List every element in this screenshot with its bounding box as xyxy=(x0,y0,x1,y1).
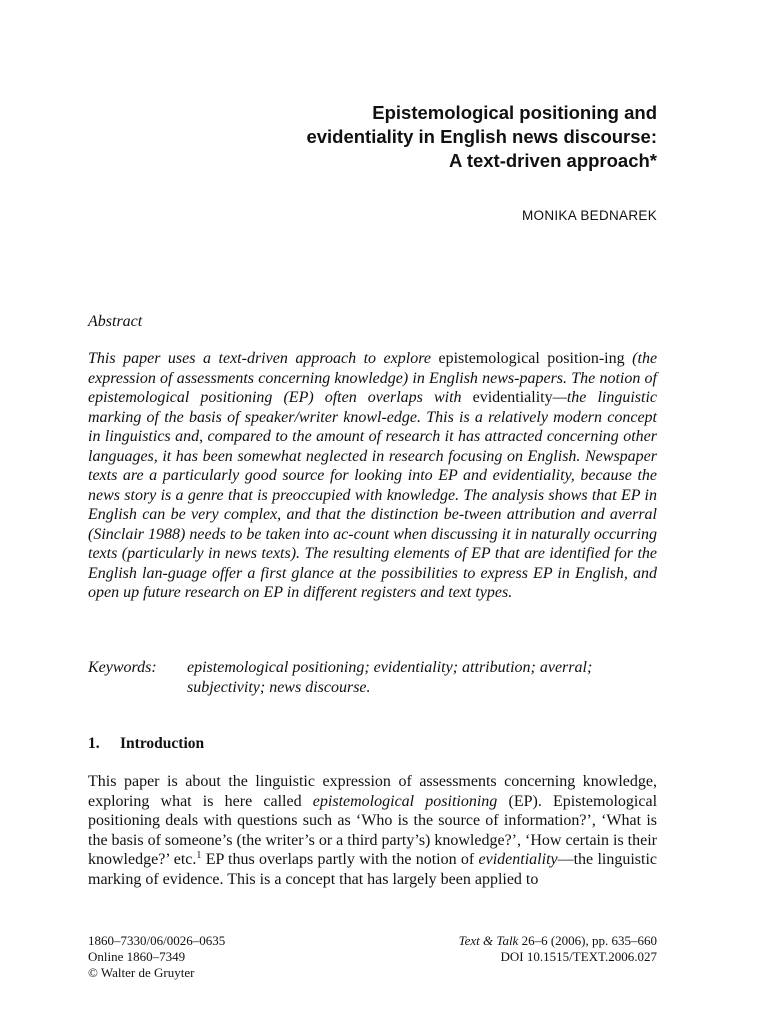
doi[interactable]: DOI 10.1515/TEXT.2006.027 xyxy=(500,949,657,964)
intro-text-4: —the linguistic marking of evidence. This is a concept that has largely been applied to xyxy=(88,851,658,888)
journal-citation xyxy=(459,933,657,949)
abstract-text-2: (the expression of assessments concerning knowledge) in English news-papers. The notion of epistemological positioning (EP) often overlaps with xyxy=(88,350,658,406)
intro-term-2: evidentiality xyxy=(478,851,558,868)
author-name: MONIKA BEDNAREK xyxy=(521,208,657,223)
intro-text-3: EP thus overlaps partly with the notion of xyxy=(205,851,475,868)
intro-text-2: (EP). Epistemological positioning deals with questions such as ‘Who is the source of information?’, ‘What is the basis of someone’s (the writer’s or a third party’s) knowledge?’, ‘How certain is their knowledge?’ etc. xyxy=(88,792,658,868)
issn-online: Online 1860–7349 xyxy=(88,949,186,964)
section-heading xyxy=(88,735,204,753)
keywords-label: Keywords: xyxy=(88,659,157,676)
abstract-body xyxy=(88,349,657,603)
title-line-2: evidentiality in English news discourse: xyxy=(306,126,657,147)
abstract-text-3: —the linguistic marking of the basis of speaker/writer knowl-edge. This is a relatively modern concept in linguistics and, compared to the amount of research it has attracted concerning other languages, it has been somewhat neglected in research focusing on English. Newspaper texts are a particularly good source for looking into EP and evidentiality, because the news story is a genre that is preoccupied with knowledge. The analysis shows that EP in English can be very complex, and that the distinction be-tween attribution and averral (Sinclair 1988) needs to be taken into ac-count when discussing it in naturally occurring texts (particularly in news texts). The resulting elements of EP that are identified for the English lan-guage offer a first glance at the possibilities to express EP in English, and open up future research on EP in different registers and text types. xyxy=(88,389,658,601)
section-number: 1. xyxy=(88,735,100,752)
publisher: © Walter de Gruyter xyxy=(88,965,195,980)
intro-term-1: epistemological positioning xyxy=(312,792,498,810)
section-title: Introduction xyxy=(120,735,205,752)
keywords-text: epistemological positioning; evidentiality; attribution; averral; subjectivity; news discourse. xyxy=(187,659,593,696)
footer-left xyxy=(88,933,225,981)
footnote-marker[interactable]: 1 xyxy=(196,850,202,861)
paper-title xyxy=(190,101,657,173)
issn-print: 1860–7330/06/0026–0635 xyxy=(88,933,226,948)
abstract-term-ep: epistemological position-ing xyxy=(438,350,625,367)
intro-text-1: This paper is about the linguistic expression of assessments concerning knowledge, exploring what is here called xyxy=(88,773,657,810)
title-line-1: Epistemological positioning and xyxy=(372,102,657,123)
title-line-3: A text-driven approach* xyxy=(449,150,657,171)
abstract-text-1: This paper uses a text-driven approach to explore xyxy=(88,350,431,367)
intro-paragraph xyxy=(88,772,657,889)
journal-volume: 26–6 (2006), pp. 635–660 xyxy=(521,933,657,948)
journal-name: Text & Talk xyxy=(458,933,519,948)
abstract-term-evidentiality: evidentiality xyxy=(472,389,553,406)
footer-right xyxy=(459,933,657,965)
abstract-heading: Abstract xyxy=(88,313,143,330)
